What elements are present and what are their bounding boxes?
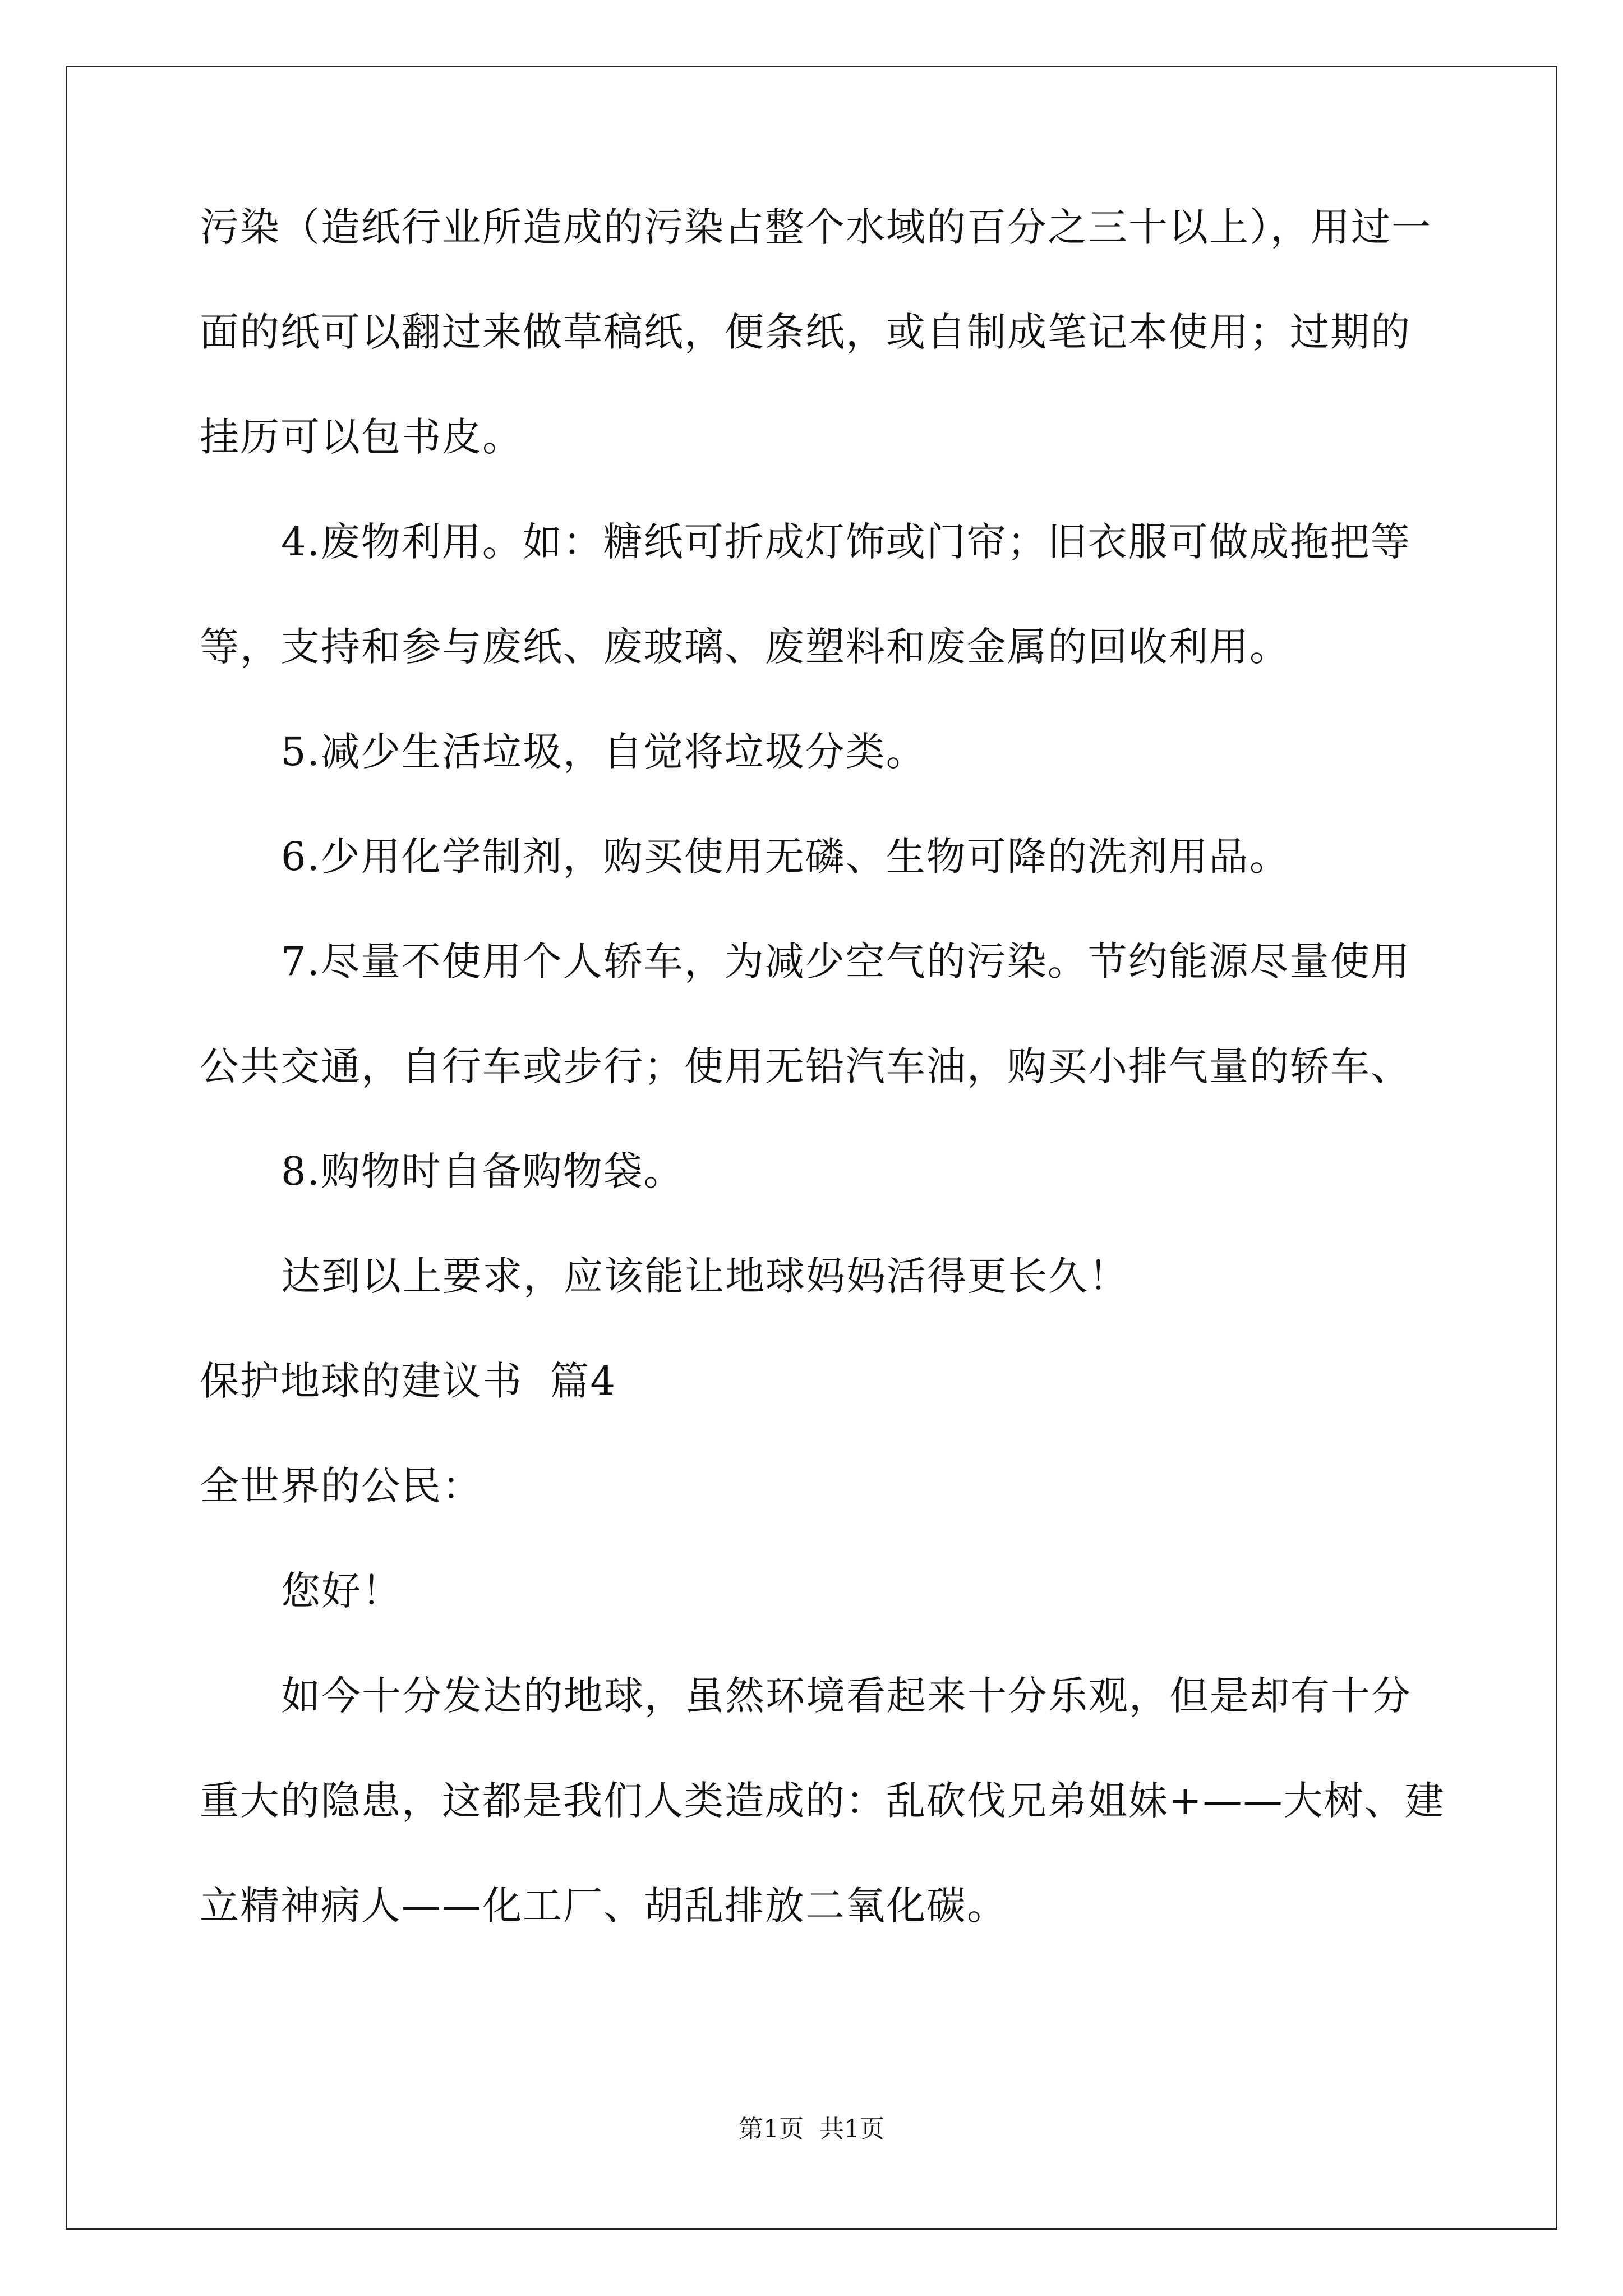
paragraph-line: 立精神病人——化工厂、胡乱排放二氧化碳。 bbox=[200, 1883, 1007, 1929]
list-item-4: 4.废物利用。如：糖纸可折成灯饰或门帘；旧衣服可做成拖把等 bbox=[281, 519, 1411, 565]
salutation: 全世界的公民： bbox=[200, 1463, 482, 1509]
document-body bbox=[200, 202, 1445, 1985]
paragraph-line: 污染（造纸行业所造成的污染占整个水域的百分之三十以上），用过一 bbox=[200, 204, 1432, 250]
paragraph-line: 公共交通，自行车或步行；使用无铅汽车油，购买小排气量的轿车、 bbox=[200, 1043, 1411, 1089]
page-number-footer: 第1页 共1页 bbox=[739, 2115, 884, 2143]
greeting: 您好！ bbox=[281, 1568, 402, 1614]
closing-sentence: 达到以上要求，应该能让地球妈妈活得更长久！ bbox=[281, 1253, 1129, 1299]
list-item-6: 6.少用化学制剂，购买使用无磷、生物可降的洗剂用品。 bbox=[281, 834, 1290, 880]
paragraph-line: 面的纸可以翻过来做草稿纸，便条纸，或自制成笔记本使用；过期的 bbox=[200, 309, 1411, 355]
list-item-5: 5.减少生活垃圾，自觉将垃圾分类。 bbox=[281, 729, 926, 775]
section-heading: 保护地球的建议书 篇4 bbox=[200, 1358, 617, 1404]
list-item-7: 7.尽量不使用个人轿车，为减少空气的污染。节约能源尽量使用 bbox=[281, 938, 1411, 984]
paragraph-line: 挂历可以包书皮。 bbox=[200, 414, 523, 460]
list-item-8: 8.购物时自备购物袋。 bbox=[281, 1148, 684, 1194]
paragraph-line: 等，支持和参与废纸、废玻璃、废塑料和废金属的回收利用。 bbox=[200, 624, 1290, 670]
paragraph-line: 重大的隐患，这都是我们人类造成的：乱砍伐兄弟姐妹+——大树、建 bbox=[200, 1778, 1445, 1824]
paragraph-line: 如今十分发达的地球，虽然环境看起来十分乐观，但是却有十分 bbox=[281, 1673, 1412, 1719]
